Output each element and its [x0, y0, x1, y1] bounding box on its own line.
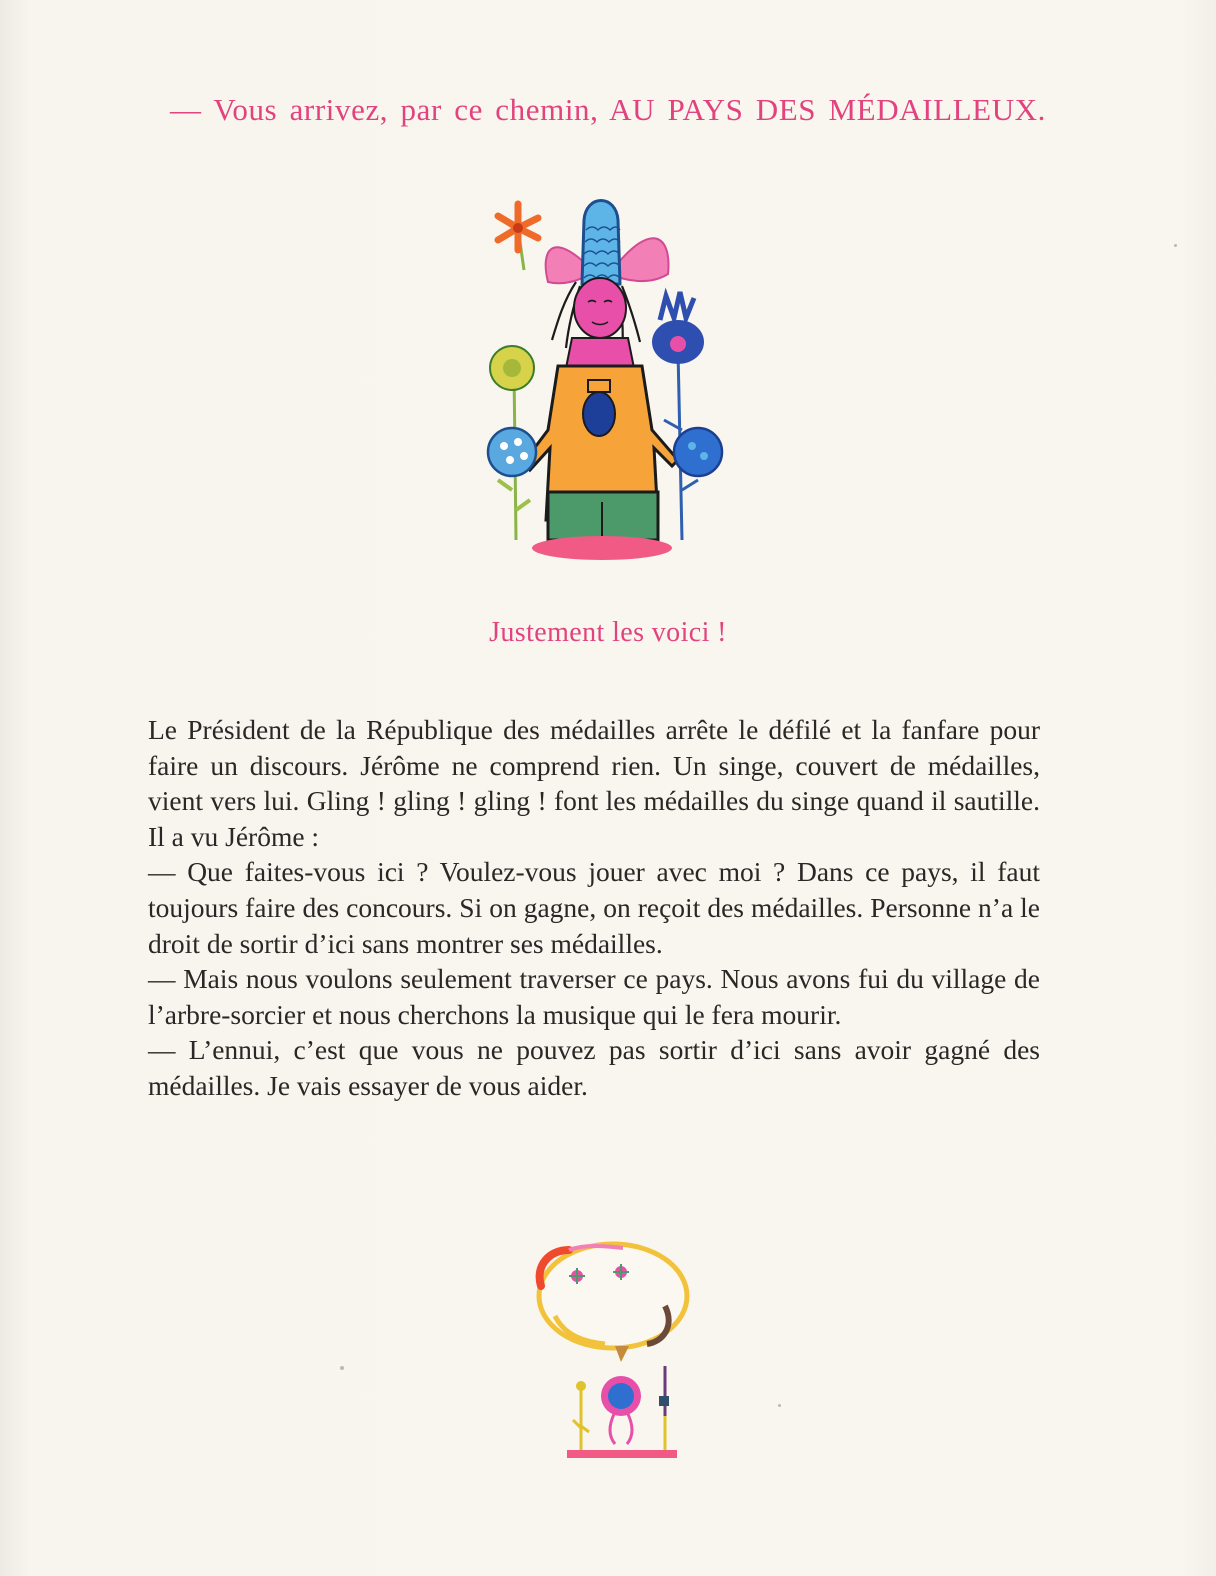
- page-heading: — Vous arrivez, par ce chemin, AU PAYS DES MÉDAILLEUX.: [169, 92, 1047, 127]
- story-text: [148, 712, 1040, 1104]
- paragraph: — Que faites-vous ici ? Voulez-vous jouer avec moi ? Dans ce pays, il faut toujours faire des concours. Si on gagne, on reçoit des médailles. Personne n’a le droit de sortir d’ici sans montrer ses médailles.: [148, 856, 1040, 959]
- tree-illustration: [525, 1236, 700, 1471]
- paragraph: — L’ennui, c’est que vous ne pouvez pas sortir d’ici sans avoir gagné des médailles. Je vais essayer de vous aider.: [148, 1034, 1040, 1101]
- orange-flower-icon: [498, 204, 538, 270]
- blue-ball-flower-icon: [488, 428, 536, 476]
- paragraph: — Mais nous voulons seulement traverser ce pays. Nous avons fui du village de l’arbre-sorcier et nous cherchons la musique qui le fera mourir.: [148, 963, 1040, 1030]
- blue-ball-right-icon: [674, 428, 722, 476]
- blue-flower-icon: [652, 292, 704, 540]
- medal-person-illustration: [472, 190, 732, 570]
- paper-speck: [340, 1366, 344, 1370]
- paper-speck: [778, 1404, 781, 1407]
- page-subheading: Justement les voici !: [489, 617, 727, 648]
- paragraph: Le Président de la République des médailles arrête le défilé et la fanfare pour faire un discours. Jérôme ne comprend rien. Un singe, couvert de médailles, vient vers lui. Gling ! gling ! gling ! font les médailles du singe quand il sautille. Il a vu Jérôme :: [148, 714, 1040, 852]
- blue-pink-flower-icon: [601, 1376, 641, 1444]
- paper-speck: [1174, 244, 1177, 247]
